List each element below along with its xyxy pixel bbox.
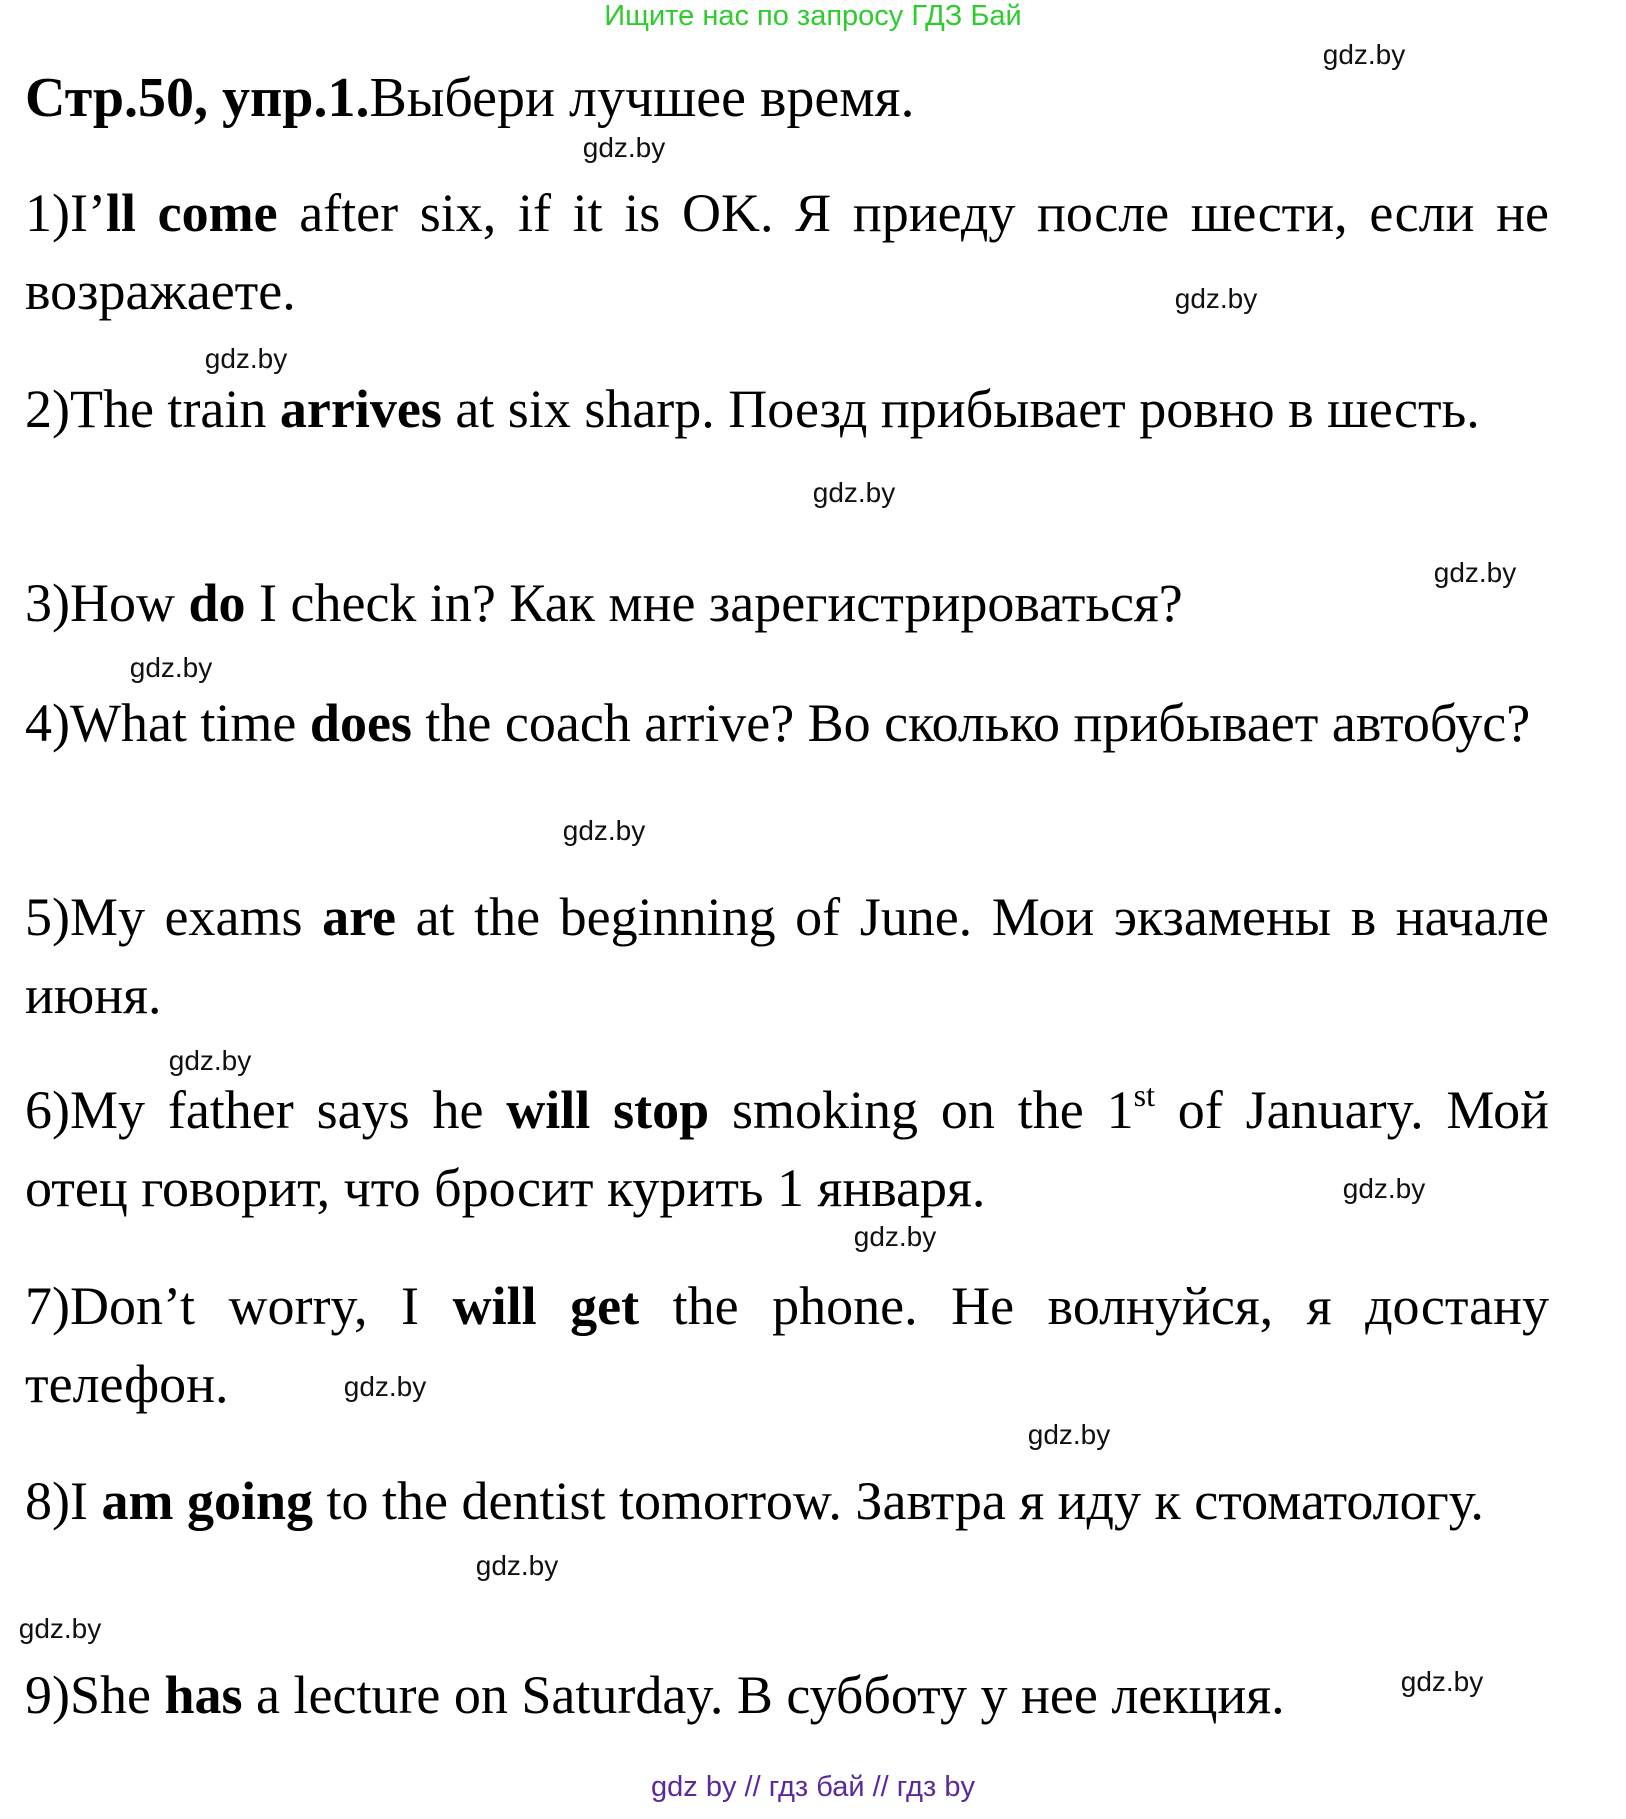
item-text: 8)I [25, 1471, 102, 1531]
item-text: 5)My exams [25, 887, 323, 947]
item-text: the phone. Не волнуйся, я достану телефон. [25, 1276, 1549, 1414]
watermark: gdz.by [168, 1045, 252, 1076]
footer-links: gdz by // гдз бай // гдз by [651, 1771, 975, 1803]
watermark: gdz.by [582, 132, 666, 163]
item-answer: ll come [105, 183, 278, 243]
item-text: smoking on the 1 [709, 1080, 1134, 1140]
item-text: 1)I’ [25, 183, 106, 243]
item-text: at six sharp. Поезд прибывает ровно в шесть. [441, 379, 1480, 439]
watermark: gdz.by [812, 477, 896, 508]
item-text: 7)Don’t worry, I [25, 1276, 453, 1336]
page-title [25, 62, 914, 134]
watermark: gdz.by [853, 1221, 937, 1252]
item-text: after six, if it is OK. Я приеду после шести, если не возражаете. [25, 183, 1549, 321]
watermark: gdz.by [1322, 39, 1406, 70]
exercise-item-8 [25, 1462, 1549, 1540]
item-answer: are [322, 887, 397, 947]
item-answer: arrives [279, 379, 442, 439]
title-bold: Стр.50, упр.1. [25, 67, 370, 129]
ordinal-suffix: st [1133, 1077, 1155, 1113]
watermark: gdz.by [1433, 557, 1517, 588]
watermark: gdz.by [475, 1550, 559, 1581]
exercise-item-4 [25, 684, 1549, 762]
exercise-item-7 [25, 1267, 1549, 1423]
item-text: a lecture on Saturday. В субботу у нее лекция. [242, 1665, 1285, 1725]
watermark: gdz.by [562, 815, 646, 846]
item-text: 6)My father says he [25, 1080, 507, 1140]
item-text: I check in? Как мне зарегистрироваться? [245, 573, 1183, 633]
item-text: 9)She [25, 1665, 165, 1725]
item-answer: do [188, 573, 246, 633]
item-text: 3)How [25, 573, 189, 633]
watermark: gdz.by [204, 343, 288, 374]
item-text: to the dentist tomorrow. Завтра я иду к стоматологу. [313, 1471, 1484, 1531]
item-text: at the beginning of June. Мои экзамены в начале июня. [25, 887, 1550, 1025]
watermark: gdz.by [1174, 283, 1258, 314]
item-answer: am going [101, 1471, 313, 1531]
title-rest: Выбери лучшее время. [369, 67, 915, 129]
header-banner: Ищите нас по запросу ГДЗ Бай [604, 0, 1022, 32]
exercise-item-9 [25, 1656, 1549, 1734]
watermark: gdz.by [1400, 1666, 1484, 1697]
item-text: 2)The train [25, 379, 280, 439]
watermark: gdz.by [1027, 1419, 1111, 1450]
exercise-item-1 [25, 174, 1549, 330]
watermark: gdz.by [129, 652, 213, 683]
item-answer: will stop [506, 1080, 710, 1140]
watermark: gdz.by [343, 1371, 427, 1402]
watermark: gdz.by [18, 1613, 102, 1644]
exercise-item-3 [25, 564, 1549, 642]
exercise-item-5 [25, 878, 1549, 1034]
item-text: of January. Мой отец говорит, что бросит курить 1 января. [25, 1080, 1549, 1218]
item-answer: will get [452, 1276, 640, 1336]
item-answer: does [309, 693, 412, 753]
item-text: 4)What time [25, 693, 310, 753]
exercise-item-6 [25, 1071, 1549, 1227]
item-answer: has [164, 1665, 243, 1725]
watermark: gdz.by [1342, 1173, 1426, 1204]
exercise-item-2 [25, 370, 1549, 448]
item-text: the coach arrive? Во сколько прибывает автобус? [411, 693, 1531, 753]
